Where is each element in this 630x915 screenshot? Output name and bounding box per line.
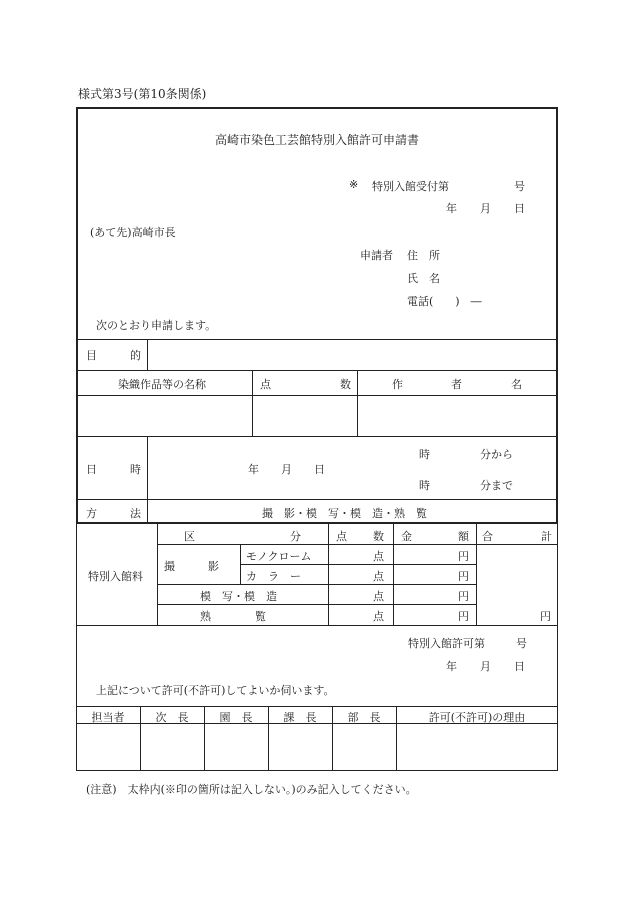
fee-row-mono-unit: 点 xyxy=(373,550,384,563)
works-author-header-c: 名 xyxy=(511,378,522,391)
divider xyxy=(240,544,241,584)
fee-category-header-b: 分 xyxy=(290,530,301,543)
fee-photo-label: 撮 影 xyxy=(164,560,219,573)
receipt-suffix: 号 xyxy=(514,180,525,193)
works-name-header: 染織作品等の名称 xyxy=(118,378,206,391)
receipt-mark: ※ xyxy=(349,178,359,191)
fee-row-copy: 模 写・模 造 xyxy=(200,590,277,603)
footer-note: (注意) 太枠内(※印の箇所は記入しない。)のみ記入してください。 xyxy=(86,783,417,796)
divider xyxy=(240,564,477,565)
intro-text: 次のとおり申請します。 xyxy=(96,319,217,332)
divider xyxy=(76,499,558,500)
fee-row-mono-yen: 円 xyxy=(458,550,469,563)
divider xyxy=(157,523,158,625)
fee-amount-header-a: 金 xyxy=(401,530,412,543)
address-label: 住 所 xyxy=(407,249,440,262)
divider xyxy=(76,339,558,340)
fee-total-yen: 円 xyxy=(540,610,551,623)
works-author-header-a: 作 xyxy=(392,378,403,391)
date-month: 月 xyxy=(480,202,491,215)
fee-row-view-yen: 円 xyxy=(458,610,469,623)
divider xyxy=(252,370,253,436)
permit-year: 年 xyxy=(446,660,457,673)
divider xyxy=(157,604,477,605)
divider xyxy=(157,544,558,545)
divider xyxy=(76,395,558,396)
form-title: 高崎市染色工芸館特別入館許可申請書 xyxy=(214,133,419,147)
phone-label: 電話( ) ― xyxy=(407,295,482,308)
fee-row-view: 熟 覧 xyxy=(200,610,266,623)
divider xyxy=(147,436,148,524)
approval-reason-header: 許可(不許可)の理由 xyxy=(428,711,526,724)
fee-category-header-a: 区 xyxy=(184,530,195,543)
permit-suffix: 号 xyxy=(516,637,527,650)
fee-row-color-yen: 円 xyxy=(458,570,469,583)
fee-row-copy-yen: 円 xyxy=(458,590,469,603)
divider xyxy=(147,339,148,370)
divider xyxy=(76,436,558,437)
time-to-min: 分まで xyxy=(480,479,513,492)
fee-total-header-a: 合 xyxy=(482,530,493,543)
fee-count-header-a: 点 xyxy=(336,530,347,543)
purpose-label: 目 的 xyxy=(86,349,141,362)
divider xyxy=(393,523,394,625)
permit-day: 日 xyxy=(514,660,525,673)
method-label: 方 法 xyxy=(86,507,141,520)
works-author-header-b: 者 xyxy=(451,378,462,391)
fee-row-view-unit: 点 xyxy=(373,610,384,623)
fee-count-header-b: 数 xyxy=(373,530,384,543)
schedule-date: 年 月 日 xyxy=(248,463,325,476)
form-number: 様式第3号(第10条関係) xyxy=(78,87,207,101)
date-year: 年 xyxy=(446,202,457,215)
divider xyxy=(76,625,558,626)
works-count-header-a: 点 xyxy=(260,378,271,391)
approver-encho: 園 長 xyxy=(219,711,253,724)
approver-kacho: 課 長 xyxy=(283,711,317,724)
works-count-header-b: 数 xyxy=(340,378,351,391)
divider xyxy=(76,706,558,707)
fee-amount-header-b: 額 xyxy=(458,530,469,543)
fee-total-header-b: 計 xyxy=(541,530,552,543)
fee-row-color: カ ラ ー xyxy=(246,570,301,583)
applicant-label: 申請者 xyxy=(360,249,393,262)
approval-text: 上記について許可(不許可)してよいか伺います。 xyxy=(96,684,335,697)
addressee: (あて先)高崎市長 xyxy=(90,226,176,239)
fee-row-color-unit: 点 xyxy=(373,570,384,583)
schedule-label: 日 時 xyxy=(86,463,141,476)
permit-month: 月 xyxy=(480,660,491,673)
time-from-min: 分から xyxy=(480,448,513,461)
approver-tanto: 担当者 xyxy=(91,711,125,724)
permit-label: 特別入館許可第 xyxy=(408,637,485,650)
approver-jicho: 次 長 xyxy=(155,711,189,724)
time-to-hour: 時 xyxy=(419,479,430,492)
date-day: 日 xyxy=(514,202,525,215)
fee-row-copy-unit: 点 xyxy=(373,590,384,603)
divider xyxy=(157,584,477,585)
approver-bucho: 部 長 xyxy=(347,711,381,724)
office-frame xyxy=(76,523,558,771)
divider xyxy=(357,370,358,436)
divider xyxy=(476,523,477,625)
method-value: 撮 影・模 写・模 造・熟 覧 xyxy=(262,507,427,520)
divider xyxy=(328,523,329,625)
name-label: 氏 名 xyxy=(407,272,440,285)
time-from-hour: 時 xyxy=(419,448,430,461)
fee-row-mono: モノクローム xyxy=(246,550,312,563)
fee-label: 特別入館料 xyxy=(88,570,143,583)
divider xyxy=(76,370,558,371)
receipt-label: 特別入館受付第 xyxy=(372,180,449,193)
